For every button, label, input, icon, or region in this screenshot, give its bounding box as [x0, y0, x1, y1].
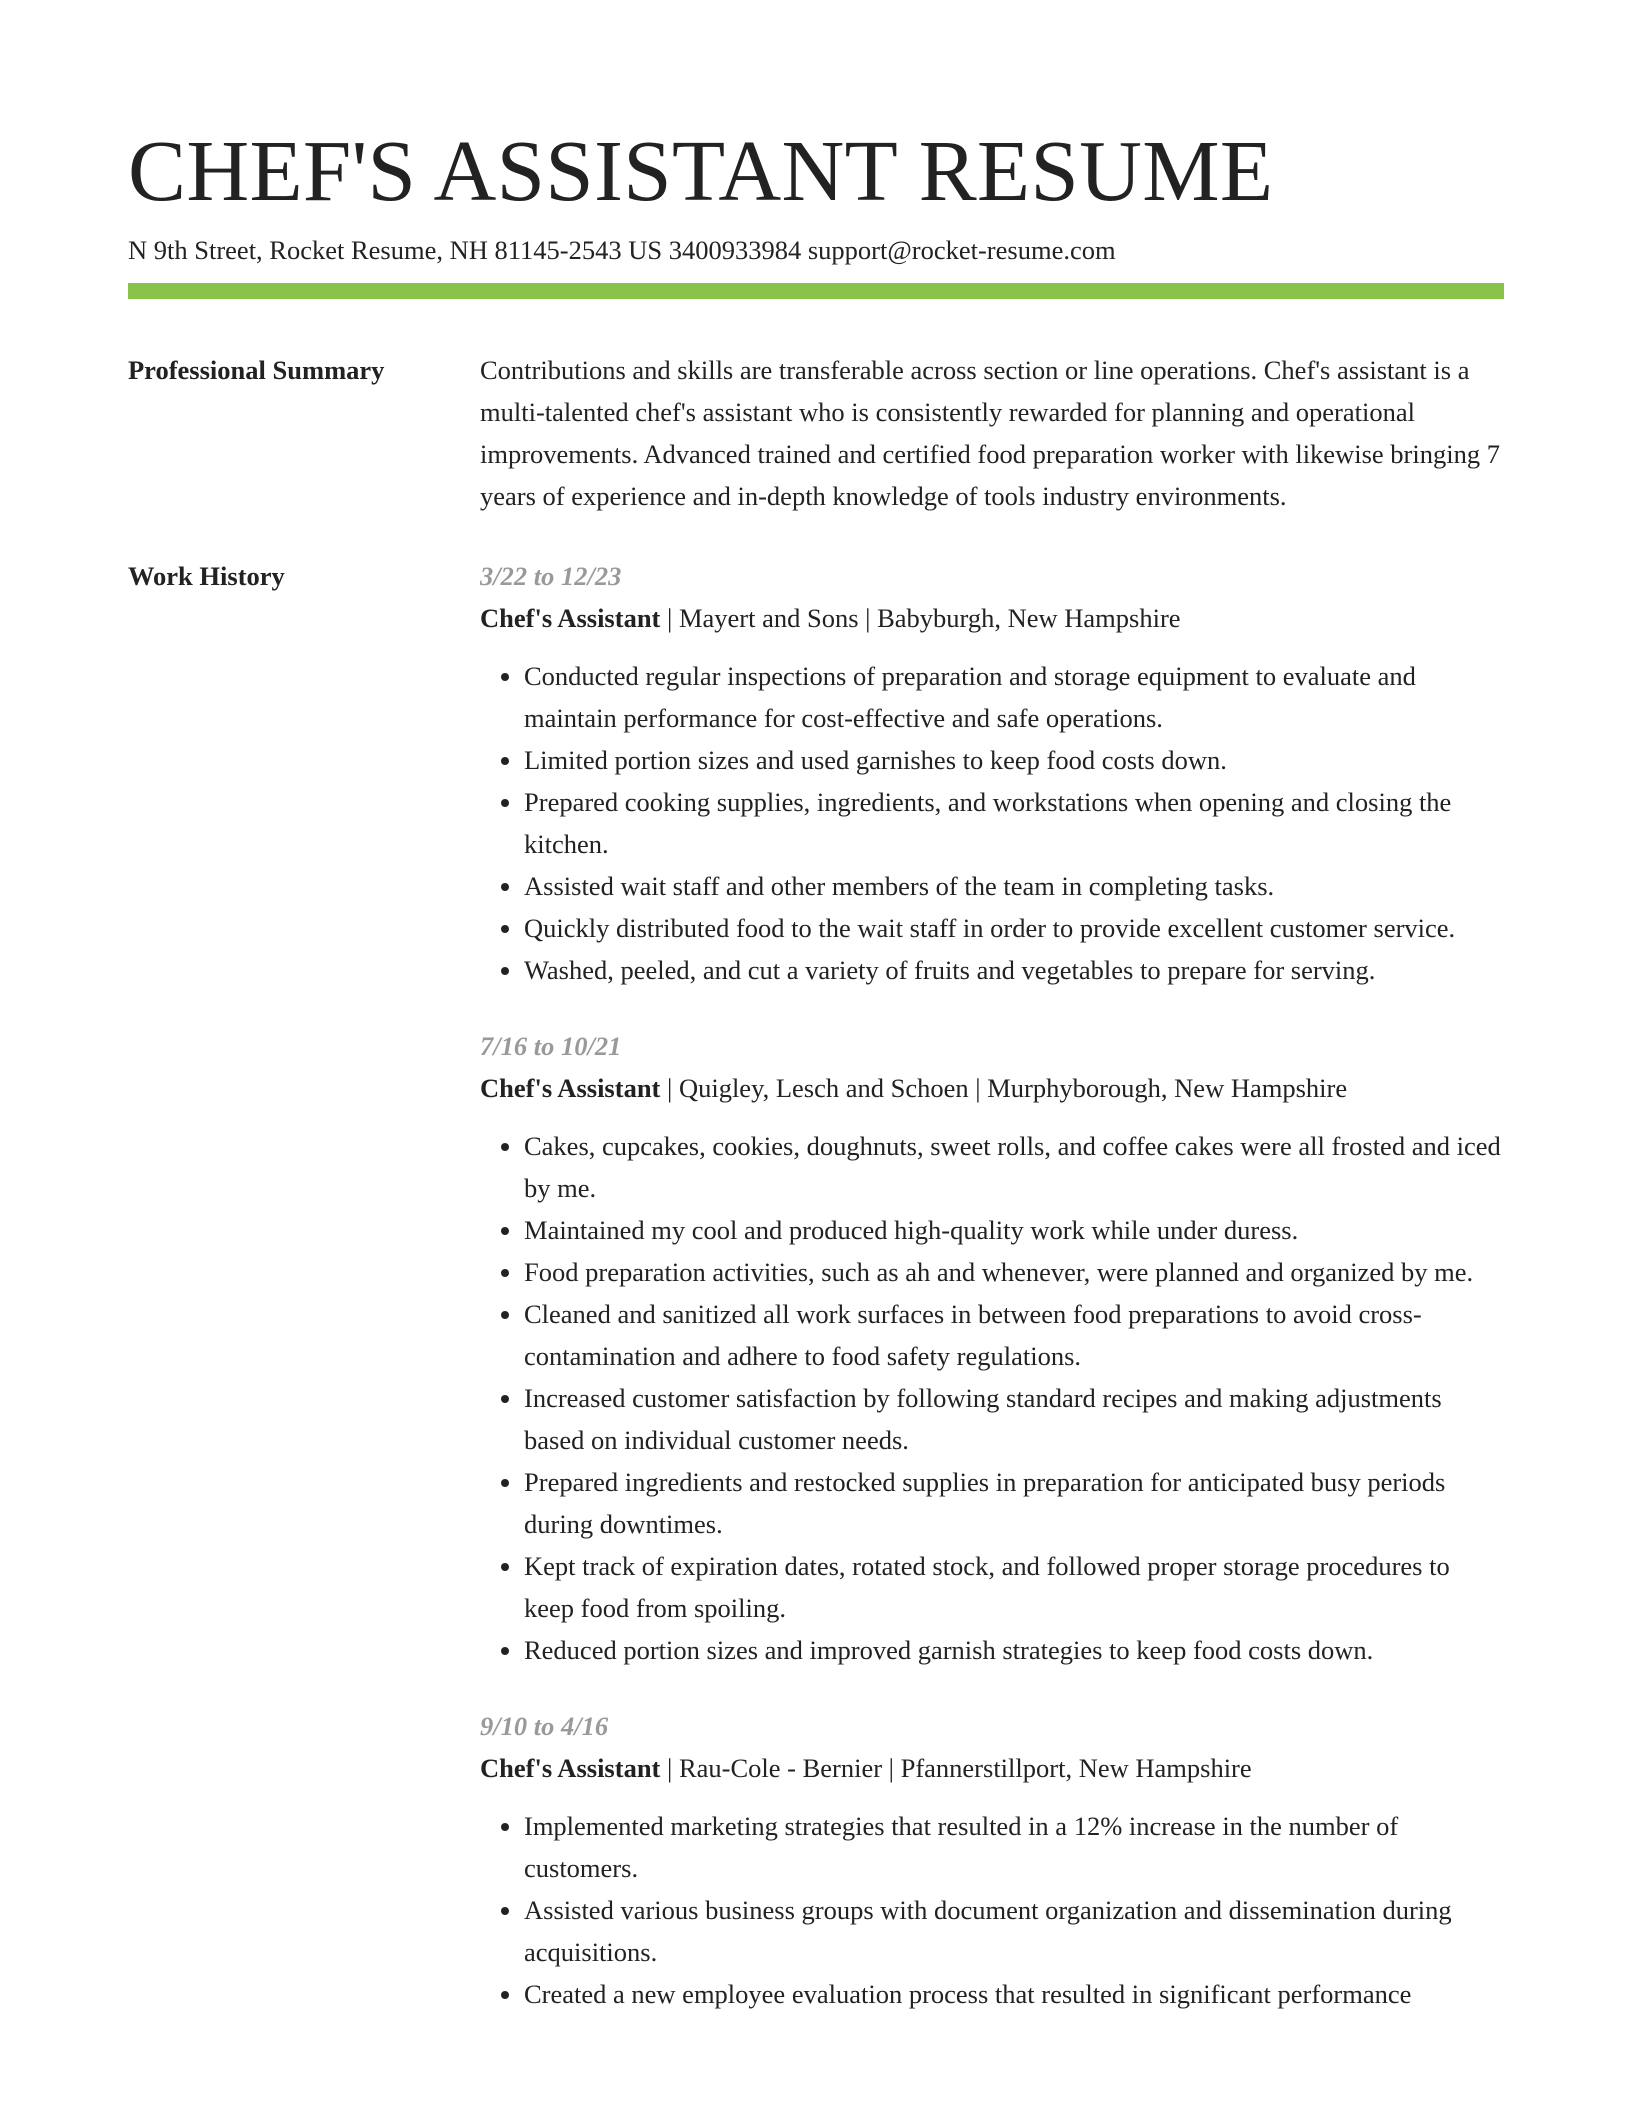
contact-line: N 9th Street, Rocket Resume, NH 81145-2543 US 3400933984 support@rocket-resume.com — [128, 235, 1116, 265]
job-bullet: • Conducted regular inspections of preparation and storage equipment to evaluate and maintain performance for cost-effective and safe operations. — [524, 655, 1504, 739]
job-bullet: • Food preparation activities, such as ah and whenever, were planned and organized by me. — [524, 1251, 1504, 1293]
job-details: | Rau-Cole - Bernier | Pfannerstillport, New Hampshire — [660, 1753, 1252, 1783]
resume-page — [128, 0, 1504, 2049]
job-title: Chef's Assistant — [480, 1753, 661, 1783]
job-entry — [480, 555, 1504, 991]
work-history-body — [480, 555, 1504, 2049]
summary-text: Contributions and skills are transferable across section or line operations. Chef's assistant is a multi-talented chef's assistant who is consistently rewarded for planning and operational improvements. Advanced trained and certified food preparation worker with likewise bringing 7 years of experience and in-depth knowledge of tools industry environments. — [480, 355, 1500, 511]
job-title: Chef's Assistant — [480, 1073, 661, 1103]
job-entry — [480, 1025, 1504, 1671]
job-title: Chef's Assistant — [480, 603, 661, 633]
job-bullet: • Implemented marketing strategies that resulted in a 12% increase in the number of customers. — [524, 1805, 1504, 1889]
job-bullet: • Limited portion sizes and used garnishes to keep food costs down. — [524, 739, 1504, 781]
job-bullet: • Maintained my cool and produced high-quality work while under duress. — [524, 1209, 1504, 1251]
job-heading — [480, 1747, 1504, 1789]
section-label-work-history: Work History — [128, 561, 285, 591]
job-bullet: • Kept track of expiration dates, rotated stock, and followed proper storage procedures to keep food from spoiling. — [524, 1545, 1504, 1629]
job-bullet: • Assisted various business groups with document organization and dissemination during acquisitions. — [524, 1889, 1504, 1973]
resume-title: CHEF'S ASSISTANT RESUME — [128, 122, 1274, 219]
job-bullet-list — [480, 1125, 1504, 1671]
job-bullet-list — [480, 1805, 1504, 2015]
job-bullet: • Washed, peeled, and cut a variety of fruits and vegetables to prepare for serving. — [524, 949, 1504, 991]
job-entry — [480, 1705, 1504, 2015]
job-bullet: • Created a new employee evaluation process that resulted in significant performance — [524, 1973, 1504, 2015]
summary-body — [480, 349, 1504, 517]
job-details: | Quigley, Lesch and Schoen | Murphyborough, New Hampshire — [660, 1073, 1348, 1103]
job-dates: 3/22 to 12/23 — [480, 561, 622, 591]
job-bullet: • Prepared cooking supplies, ingredients, and workstations when opening and closing the kitchen. — [524, 781, 1504, 865]
professional-summary-section — [128, 349, 1504, 517]
job-bullet: • Cleaned and sanitized all work surfaces in between food preparations to avoid cross-contamination and adhere to food safety regulations. — [524, 1293, 1504, 1377]
job-bullet-list — [480, 655, 1504, 991]
section-label-professional-summary: Professional Summary — [128, 355, 385, 385]
job-heading — [480, 1067, 1504, 1109]
accent-divider — [128, 283, 1504, 299]
job-dates: 7/16 to 10/21 — [480, 1031, 622, 1061]
job-bullet: • Reduced portion sizes and improved garnish strategies to keep food costs down. — [524, 1629, 1504, 1671]
work-history-section — [128, 555, 1504, 2049]
job-bullet: • Cakes, cupcakes, cookies, doughnuts, sweet rolls, and coffee cakes were all frosted and iced by me. — [524, 1125, 1504, 1209]
job-bullet: • Prepared ingredients and restocked supplies in preparation for anticipated busy periods during downtimes. — [524, 1461, 1504, 1545]
job-bullet: • Quickly distributed food to the wait staff in order to provide excellent customer service. — [524, 907, 1504, 949]
job-bullet: • Increased customer satisfaction by following standard recipes and making adjustments based on individual customer needs. — [524, 1377, 1504, 1461]
job-details: | Mayert and Sons | Babyburgh, New Hampshire — [660, 603, 1181, 633]
job-heading — [480, 597, 1504, 639]
job-bullet: • Assisted wait staff and other members of the team in completing tasks. — [524, 865, 1504, 907]
job-dates: 9/10 to 4/16 — [480, 1711, 609, 1741]
